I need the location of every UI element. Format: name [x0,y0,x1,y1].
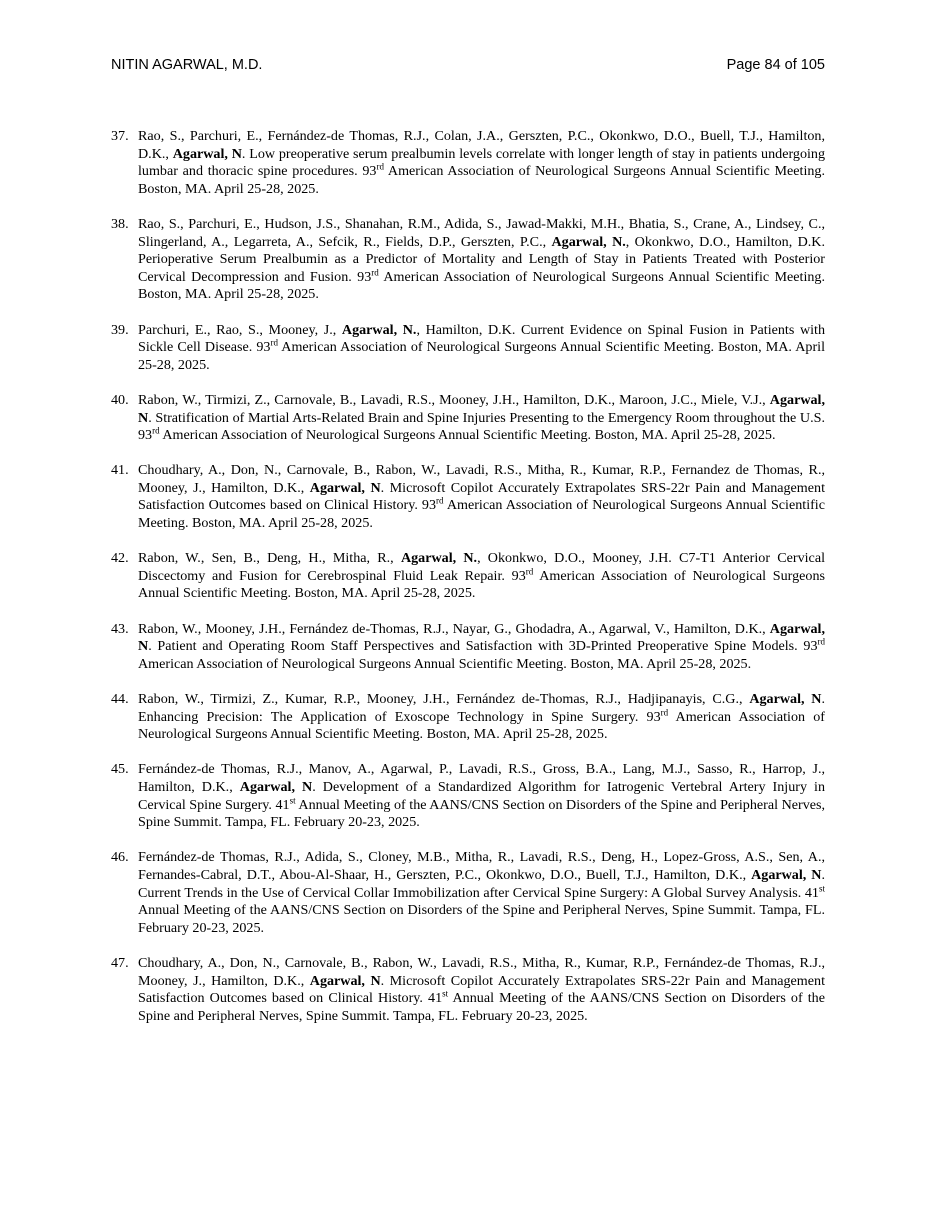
ordinal-suffix: rd [436,495,444,506]
reference-text-segment: Rabon, W., Mooney, J.H., Fernández de-Thomas, R.J., Nayar, G., Ghodadra, A., Agarwal, V., Hamilton, D.K., [138,620,770,637]
reference-text-segment: Fernández-de Thomas, R.J., Manov, A., Agarwal, P., Lavadi, R.S., Gross, B.A., Lang, M.J., Sasso, R., Harrop, J., Hamilton, D.K., [138,761,825,795]
reference-number: 42. [111,550,129,567]
ordinal-suffix: st [289,794,296,805]
reference-text [138,216,825,304]
reference-text-segment: American Association of Neurological Surgeons Annual Scientific Meeting. Boston, MA. April 25-28, 2025. [159,427,776,444]
reference-number: 46. [111,849,129,866]
reference-item [111,462,825,532]
highlighted-author: Agarwal, N [239,778,313,795]
highlighted-author: Agarwal, N [138,391,825,426]
reference-text-segment: American Association of Neurological Surgeons Annual Scientific Meeting. Boston, MA. April 25-28, 2025. [138,708,825,743]
reference-text [138,849,825,937]
reference-text [138,322,825,375]
reference-text-segment: American Association of Neurological Surgeons Annual Scientific Meeting. Boston, MA. April 25-28, 2025. [138,163,825,197]
reference-text-segment: Rabon, W., Tirmizi, Z., Kumar, R.P., Mooney, J.H., Fernández de-Thomas, R.J., Hadjipanayis, C.G., [138,691,750,707]
reference-number: 37. [111,128,129,144]
reference-item [111,322,825,375]
reference-item [111,392,825,445]
reference-item [111,550,825,603]
reference-text [138,691,825,744]
highlighted-author: Agarwal, N [172,145,242,162]
reference-text-segment: Annual Meeting of the AANS/CNS Section on Disorders of the Spine and Peripheral Nerves, Spine Summit. Tampa, FL. February 20-23, 2025. [138,902,825,936]
highlighted-author: Agarwal, N. [341,321,417,338]
author-name: NITIN AGARWAL, M.D. [111,57,263,73]
page-number: Page 84 of 105 [726,57,825,73]
reference-text-segment: Choudhary, A., Don, N., Carnovale, B., Rabon, W., Lavadi, R.S., Mitha, R., Kumar, R.P., Fernandez de Thomas, R., Mooney, J., Hamilton, D.K., [138,462,825,496]
reference-text [138,621,825,674]
reference-number: 41. [111,462,129,479]
reference-text [138,955,825,1025]
reference-text-segment: Annual Meeting of the AANS/CNS Section on Disorders of the Spine and Peripheral Nerves, Spine Summit. Tampa, FL. February 20-23, 2025. [138,990,825,1024]
page-header [111,57,825,73]
reference-text-segment: American Association of Neurological Surgeons Annual Scientific Meeting. Boston, MA. April 25-28, 2025. [138,268,825,303]
reference-text-segment: . Microsoft Copilot Accurately Extrapolates SRS-22r Pain and Management Satisfaction Outcomes based on Clinical History. 41 [138,972,825,1007]
reference-text-segment: . Low preoperative serum prealbumin levels correlate with longer length of stay in patients undergoing lumbar and thoracic spine procedures. 93 [138,145,825,180]
reference-text [138,128,825,198]
reference-text-segment: Parchuri, E., Rao, S., Mooney, J., [138,321,342,338]
highlighted-author: Agarwal, N [751,866,822,883]
reference-text-segment: . Development of a Standardized Algorithm for Iatrogenic Vertebral Artery Injury in Cervical Spine Surgery. 41 [138,778,825,813]
reference-text-segment: American Association of Neurological Surgeons Annual Scientific Meeting. Boston, MA. April 25-28, 2025. [138,339,825,373]
ordinal-suffix: rd [660,706,669,717]
ordinal-suffix: rd [152,425,160,436]
reference-text-segment: , Okonkwo, D.O., Mooney, J.H. C7-T1 Anterior Cervical Discectomy and Fusion for Cerebrospinal Fluid Leak Repair. 93 [138,550,825,584]
reference-item [111,216,825,304]
ordinal-suffix: st [442,988,449,999]
reference-number: 43. [111,620,129,637]
reference-text-segment: , Hamilton, D.K. Current Evidence on Spinal Fusion in Patients with Sickle Cell Disease. 93 [138,321,826,356]
reference-item [111,761,825,831]
reference-text-segment: Fernández-de Thomas, R.J., Adida, S., Cloney, M.B., Mitha, R., Lavadi, R.S., Deng, H., Lopez-Gross, A.S., Sen, A., Fernandes-Cabral, D.T., Abou-Al-Shaar, H., Gerszten, P.C., Okonkwo, D.O., Buell, T.J., Hamilton, D.K., [138,849,825,883]
reference-number: 40. [111,391,129,408]
reference-text [138,550,825,603]
reference-text-segment: Choudhary, A., Don, N., Carnovale, B., Rabon, W., Lavadi, R.S., Mitha, R., Kumar, R.P., Fernández-de Thomas, R.J., Mooney, J., Hamilton, D.K., [138,954,825,989]
reference-text [138,761,825,831]
reference-text-segment: . Stratification of Martial Arts-Related Brain and Spine Injuries Presenting to the Emergency Room throughout the U.S. 93 [138,409,825,444]
reference-text-segment: Annual Meeting of the AANS/CNS Section on Disorders of the Spine and Peripheral Nerves, Spine Summit. Tampa, FL. February 20-23, 2025. [138,796,826,831]
reference-text [138,462,825,532]
reference-number: 44. [111,691,129,707]
highlighted-author: Agarwal, N [749,691,822,707]
ordinal-suffix: rd [525,566,534,577]
ordinal-suffix: rd [817,636,825,647]
reference-text-segment: American Association of Neurological Surgeons Annual Scientific Meeting. Boston, MA. April 25-28, 2025. [138,497,825,532]
reference-number: 39. [111,321,129,338]
highlighted-author: Agarwal, N. [400,550,478,567]
reference-text [138,392,825,445]
highlighted-author: Agarwal, N [138,620,825,655]
reference-text-segment: , Okonkwo, D.O., Hamilton, D.K. Perioperative Serum Prealbumin as a Predictor of Mortality and Length of Stay in Patients Treated with Posterior Cervical Decompression and Fusion. 93 [138,233,826,285]
reference-text-segment: Rabon, W., Tirmizi, Z., Carnovale, B., Lavadi, R.S., Mooney, J.H., Hamilton, D.K., Maroon, J.C., Miele, V.J., [138,391,770,408]
reference-text-segment: . Current Trends in the Use of Cervical Collar Immobilization after Cervical Spine Surgery: A Global Survey Analysis. 41 [138,866,825,901]
reference-item [111,955,825,1025]
reference-number: 45. [111,761,129,778]
ordinal-suffix: rd [376,161,384,172]
highlighted-author: Agarwal, N. [551,233,626,250]
reference-item [111,621,825,674]
reference-text-segment: American Association of Neurological Surgeons Annual Scientific Meeting. Boston, MA. April 25-28, 2025. [138,655,752,672]
reference-text-segment: Rao, S., Parchuri, E., Hudson, J.S., Shanahan, R.M., Adida, S., Jawad-Makki, M.H., Bhatia, S., Crane, A., Lindsey, C., Slingerland, A., Legarreta, A., Sefcik, R., Fields, D.P., Gerszten, P.C., [138,215,825,250]
highlighted-author: Agarwal, N [309,479,381,496]
reference-text-segment: . Enhancing Precision: The Application of Exoscope Technology in Spine Surgery. 93 [138,691,825,725]
ordinal-suffix: rd [270,337,278,348]
reference-item [111,128,825,198]
ordinal-suffix: rd [371,267,379,278]
reference-text-segment: American Association of Neurological Surgeons Annual Scientific Meeting. Boston, MA. April 25-28, 2025. [138,567,825,602]
reference-list [111,128,825,1043]
reference-text-segment: Rao, S., Parchuri, E., Fernández-de Thomas, R.J., Colan, J.A., Gerszten, P.C., Okonkwo, D.O., Buell, T.J., Hamilton, D.K., [138,128,825,162]
reference-text-segment: . Microsoft Copilot Accurately Extrapolates SRS-22r Pain and Management Satisfaction Outcomes based on Clinical History. 93 [138,479,825,514]
reference-number: 47. [111,954,129,971]
highlighted-author: Agarwal, N [309,972,381,989]
reference-item [111,849,825,937]
reference-text-segment: Rabon, W., Sen, B., Deng, H., Mitha, R., [138,550,401,567]
ordinal-suffix: st [818,882,825,893]
reference-text-segment: . Patient and Operating Room Staff Perspectives and Satisfaction with 3D-Printed Preoperative Spine Models. 93 [148,638,818,655]
reference-number: 38. [111,215,129,232]
reference-item [111,691,825,744]
